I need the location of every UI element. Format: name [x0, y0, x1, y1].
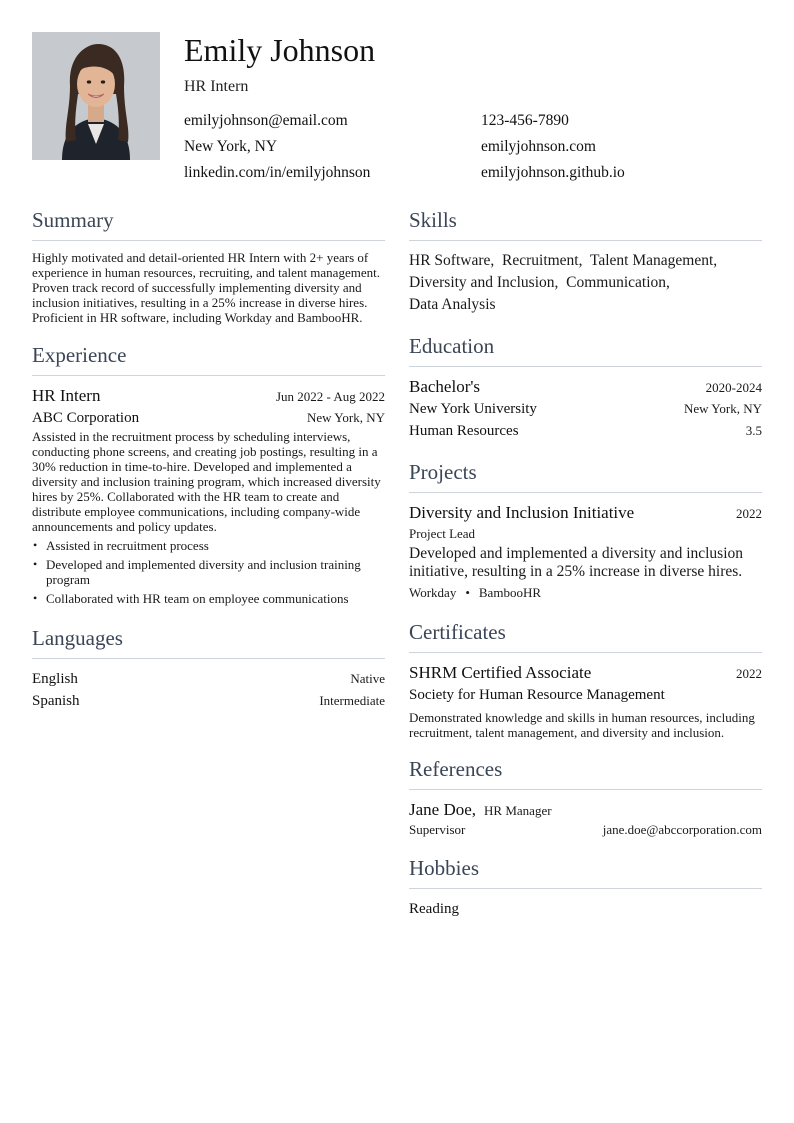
education-school: New York University [409, 401, 537, 417]
education-section [409, 332, 762, 442]
education-location: New York, NY [683, 401, 762, 416]
certificate-name: SHRM Certified Associate [409, 663, 592, 682]
education-school-row [409, 398, 762, 420]
education-field-row [409, 420, 762, 442]
references-heading: References [409, 757, 503, 781]
section-divider [32, 658, 385, 659]
keyword-item: BambooHR [478, 585, 542, 600]
contact-grid [184, 111, 762, 183]
experience-location: New York, NY [306, 410, 385, 425]
candidate-title: HR Intern [184, 78, 249, 95]
certificates-heading: Certificates [409, 620, 506, 644]
skill-item: Diversity and Inclusion, [409, 274, 559, 291]
experience-bullets [32, 538, 385, 606]
project-title-row [409, 502, 762, 524]
languages-heading: Languages [32, 626, 123, 650]
projects-section [409, 458, 762, 602]
experience-company: ABC Corporation [32, 410, 140, 426]
education-degree-row [409, 376, 762, 398]
certificate-description: Demonstrated knowledge and skills in human resources, including recruitment, talent management, and diversity and inclusion. [409, 710, 755, 740]
resume-header [184, 30, 762, 183]
language-level: Native [350, 671, 385, 686]
language-row [32, 690, 385, 712]
references-section [409, 755, 762, 839]
experience-role: HR Intern [32, 386, 101, 405]
contact-email[interactable]: emilyjohnson@email.com [184, 112, 348, 129]
experience-company-row [32, 407, 385, 429]
education-field: Human Resources [409, 423, 519, 439]
certificate-issuer: Society for Human Resource Management [409, 687, 665, 703]
list-item: • Collaborated with HR team on employee communications [32, 591, 385, 606]
section-divider [409, 789, 762, 790]
experience-dates: Jun 2022 - Aug 2022 [275, 389, 385, 404]
skills-section [409, 206, 762, 316]
hobbies-section [409, 854, 762, 920]
certificate-year: 2022 [736, 666, 762, 681]
skills-heading: Skills [409, 208, 457, 232]
project-year: 2022 [736, 506, 762, 521]
candidate-name: Emily Johnson [184, 32, 376, 68]
summary-text: Highly motivated and detail-oriented HR Intern with 2+ years of experience in human resources, recruiting, and talent management. Proven track record of successfully implementing diversity and inclusion initiatives, resulting in a 25% increase in diverse hires. Proficient in HR software, including Workday and BambooHR. [32, 250, 380, 325]
project-role: Project Lead [409, 526, 476, 541]
languages-section [32, 624, 385, 712]
contact-linkedin[interactable]: linkedin.com/in/emilyjohnson [184, 164, 371, 181]
experience-description: Assisted in the recruitment process by scheduling interviews, conducting phone screens, and creating job postings, resulting in a 30% reduction in time-to-hire. Developed and implemented a diversity and inclusion training program, which increased diversity hires by 25%. Collaborated with the HR team to create and distribute employee communications, including company-wide announcements and policy updates. [32, 429, 381, 534]
section-divider [409, 652, 762, 653]
skills-list [409, 250, 762, 316]
summary-section [32, 206, 385, 325]
project-keywords [409, 584, 762, 602]
list-item: • Developed and implemented diversity and inclusion training program [32, 557, 385, 587]
keyword-separator: • [465, 585, 470, 600]
reference-name: Jane Doe, [409, 800, 477, 819]
language-name: English [32, 671, 78, 687]
skill-item: Communication, [566, 274, 670, 291]
keyword-item: Workday [409, 585, 457, 600]
reference-position: HR Manager [484, 803, 552, 818]
education-gpa: 3.5 [745, 423, 762, 438]
reference-email[interactable]: jane.doe@abccorporation.com [602, 822, 762, 837]
certificate-title-row [409, 662, 762, 684]
skill-item: Talent Management, [589, 252, 718, 269]
reference-relation: Supervisor [409, 822, 466, 837]
skill-item: HR Software, [409, 252, 495, 269]
project-description: Developed and implemented a diversity and inclusion initiative, resulting in a 25% increase in diverse hires. [409, 545, 744, 580]
right-column [409, 206, 762, 920]
contact-location: New York, NY [184, 138, 278, 155]
left-column [32, 206, 385, 712]
project-name: Diversity and Inclusion Initiative [409, 503, 635, 522]
section-divider [32, 375, 385, 376]
summary-heading: Summary [32, 208, 114, 232]
language-row [32, 668, 385, 690]
section-divider [409, 888, 762, 889]
projects-heading: Projects [409, 460, 477, 484]
list-item: • Assisted in recruitment process [32, 538, 385, 553]
section-divider [409, 366, 762, 367]
reference-contact-row [409, 821, 762, 839]
experience-section [32, 341, 385, 606]
contact-phone[interactable]: 123-456-7890 [481, 112, 569, 129]
education-dates: 2020-2024 [705, 380, 762, 395]
reference-name-row [409, 799, 762, 821]
experience-role-row [32, 385, 385, 407]
section-divider [409, 492, 762, 493]
skill-item: Recruitment, [502, 252, 583, 269]
profile-photo [32, 32, 160, 160]
education-degree: Bachelor's [409, 377, 481, 396]
certificates-section [409, 618, 762, 740]
skill-item: Data Analysis [409, 296, 496, 313]
experience-heading: Experience [32, 343, 127, 367]
section-divider [409, 240, 762, 241]
section-divider [32, 240, 385, 241]
language-level: Intermediate [319, 693, 385, 708]
contact-website[interactable]: emilyjohnson.com [481, 138, 596, 155]
language-name: Spanish [32, 693, 80, 709]
hobby-item: Reading [409, 901, 459, 917]
hobbies-heading: Hobbies [409, 856, 479, 880]
contact-github[interactable]: emilyjohnson.github.io [481, 164, 625, 181]
education-heading: Education [409, 334, 495, 358]
